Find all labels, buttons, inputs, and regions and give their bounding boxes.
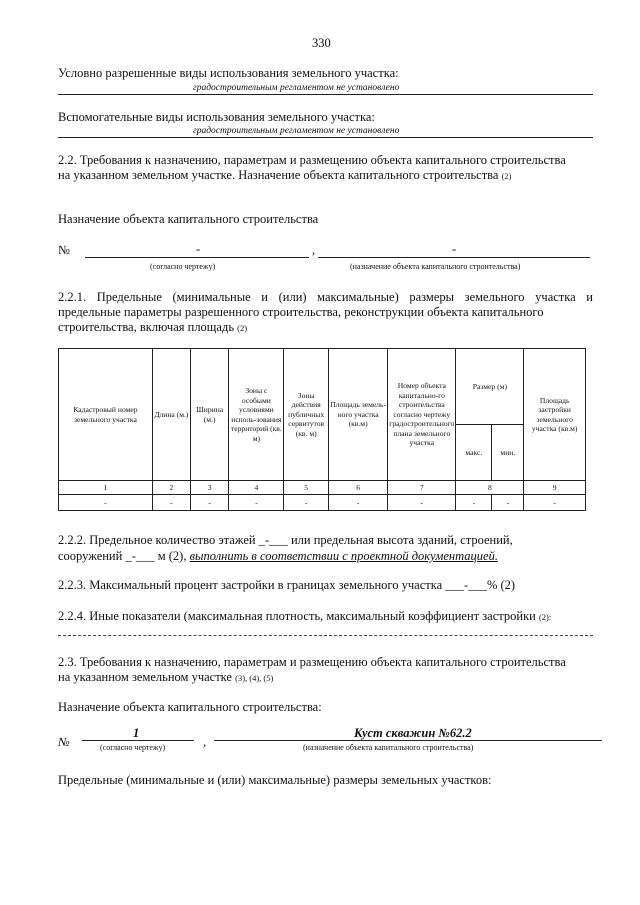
conditional-uses-underline bbox=[58, 94, 593, 95]
build-percent-value: ___-___ bbox=[445, 578, 487, 592]
purpose1-num-line bbox=[85, 257, 309, 258]
purpose2-title: Назначение объекта капитального строительства: bbox=[58, 700, 322, 714]
header-width: Ширина (м.) bbox=[190, 349, 228, 481]
section-2-2-1-line3: строительства, включая площадь (2) bbox=[58, 320, 248, 334]
auxiliary-uses-label: Вспомогательные виды использования земельного участка: bbox=[58, 110, 375, 124]
header-zones: Зоны с особыми условиями исполь-зования территорий (кв. м) bbox=[229, 349, 284, 481]
col-number: 4 bbox=[229, 481, 284, 495]
header-servitude: Зоны действия публичных сервитутов (кв. м) bbox=[284, 349, 329, 481]
purpose1-name-value: - bbox=[452, 242, 457, 256]
purpose2-name-line bbox=[214, 740, 602, 741]
section-2-2-2-line1: 2.2.2. Предельное количество этажей _-___ или предельная высота зданий, строений, bbox=[58, 533, 513, 547]
col-number: 3 bbox=[190, 481, 228, 495]
conditional-uses-value: градостроительным регламентом не установлено bbox=[193, 83, 400, 93]
col-number: 8 bbox=[456, 481, 524, 495]
section-2-3-line1: 2.3. Требования к назначению, параметрам и размещению объекта капитального строительства bbox=[58, 655, 566, 669]
table-cell: - bbox=[229, 495, 284, 511]
section-2-2-1-line2: предельные параметры разрешенного строительства, реконструкции объекта капитального bbox=[58, 305, 544, 319]
purpose2-name-value: Куст скважин №62.2 bbox=[354, 726, 472, 740]
page-number: 330 bbox=[312, 36, 331, 50]
section-2-2-line2: на указанном земельном участке. Назначение объекта капитального строительства (2) bbox=[58, 168, 512, 182]
parameters-table bbox=[58, 348, 586, 511]
section-2-2-line1: 2.2. Требования к назначению, параметрам и размещению объекта капитального строительства bbox=[58, 153, 566, 167]
height-value: _-___ bbox=[125, 549, 155, 563]
col-number: 6 bbox=[329, 481, 388, 495]
conditional-uses-label: Условно разрешенные виды использования земельного участка: bbox=[58, 66, 399, 80]
header-max: макс. bbox=[456, 425, 492, 481]
table-cell: - bbox=[388, 495, 456, 511]
purpose2-num-value: 1 bbox=[133, 726, 140, 740]
auxiliary-uses-underline bbox=[58, 137, 593, 138]
header-build-area: Площадь застройки земельного участка (кв.м) bbox=[524, 349, 586, 481]
section-2-2-3: 2.2.3. Максимальный процент застройки в границах земельного участка ___-___% (2) bbox=[58, 578, 516, 592]
purpose1-comma: , bbox=[312, 243, 316, 257]
section-2-2-2-line2: сооружений _-___ м (2), выполнить в соответствии с проектной документацией. bbox=[58, 549, 498, 563]
purpose1-name-line bbox=[318, 257, 590, 258]
auxiliary-uses-value: градостроительным регламентом не установлено bbox=[193, 126, 400, 136]
table-cell: - bbox=[190, 495, 228, 511]
project-docs-note: выполнить в соответствии с проектной документацией. bbox=[189, 549, 498, 563]
header-object-number: Номер объекта капитально-го строительства согласно чертежу градостроительного плана земельного участка bbox=[388, 349, 456, 481]
purpose1-num-value: - bbox=[196, 242, 201, 256]
col-number: 1 bbox=[59, 481, 153, 495]
section-2-2-4-line bbox=[58, 635, 593, 636]
section-2-2-1-line1: 2.2.1. Предельные (минимальные и (или) максимальные) размеры земельного участка и bbox=[58, 290, 593, 304]
table-cell: - bbox=[456, 495, 492, 511]
table-cell: - bbox=[59, 495, 153, 511]
purpose2-name-caption: (назначение объекта капитального строительства) bbox=[303, 743, 474, 752]
table-cell: - bbox=[329, 495, 388, 511]
purpose2-num-line bbox=[82, 740, 194, 741]
col-number: 7 bbox=[388, 481, 456, 495]
table-cell: - bbox=[284, 495, 329, 511]
limits-text: Предельные (минимальные и (или) максимальные) размеры земельных участков: bbox=[58, 773, 492, 787]
purpose-title: Назначение объекта капитального строительства bbox=[58, 212, 319, 226]
col-number: 2 bbox=[152, 481, 190, 495]
purpose1-name-caption: (назначение объекта капитального строительства) bbox=[350, 262, 521, 271]
purpose2-comma: , bbox=[203, 735, 207, 749]
header-size: Размер (м) bbox=[456, 349, 524, 425]
table-cell: - bbox=[492, 495, 524, 511]
header-min: мин. bbox=[492, 425, 524, 481]
header-cadastral: Кадастровый номер земельного участка bbox=[59, 349, 153, 481]
number-sign-2: № bbox=[58, 735, 70, 749]
purpose1-num-caption: (согласно чертежу) bbox=[150, 262, 216, 271]
col-number: 5 bbox=[284, 481, 329, 495]
col-number: 9 bbox=[524, 481, 586, 495]
header-length: Длина (м.) bbox=[152, 349, 190, 481]
section-2-2-4: 2.2.4. Иные показатели (максимальная плотность, максимальный коэффициент застройки (2): bbox=[58, 609, 552, 623]
number-sign: № bbox=[58, 243, 70, 257]
floors-value: _-___ bbox=[258, 533, 288, 547]
purpose2-num-caption: (согласно чертежу) bbox=[100, 743, 166, 752]
table-cell: - bbox=[152, 495, 190, 511]
header-area: Площадь земель-ного участка (кв.м) bbox=[329, 349, 388, 481]
table-cell: - bbox=[524, 495, 586, 511]
section-2-3-line2: на указанном земельном участке (3), (4), (5) bbox=[58, 670, 274, 684]
